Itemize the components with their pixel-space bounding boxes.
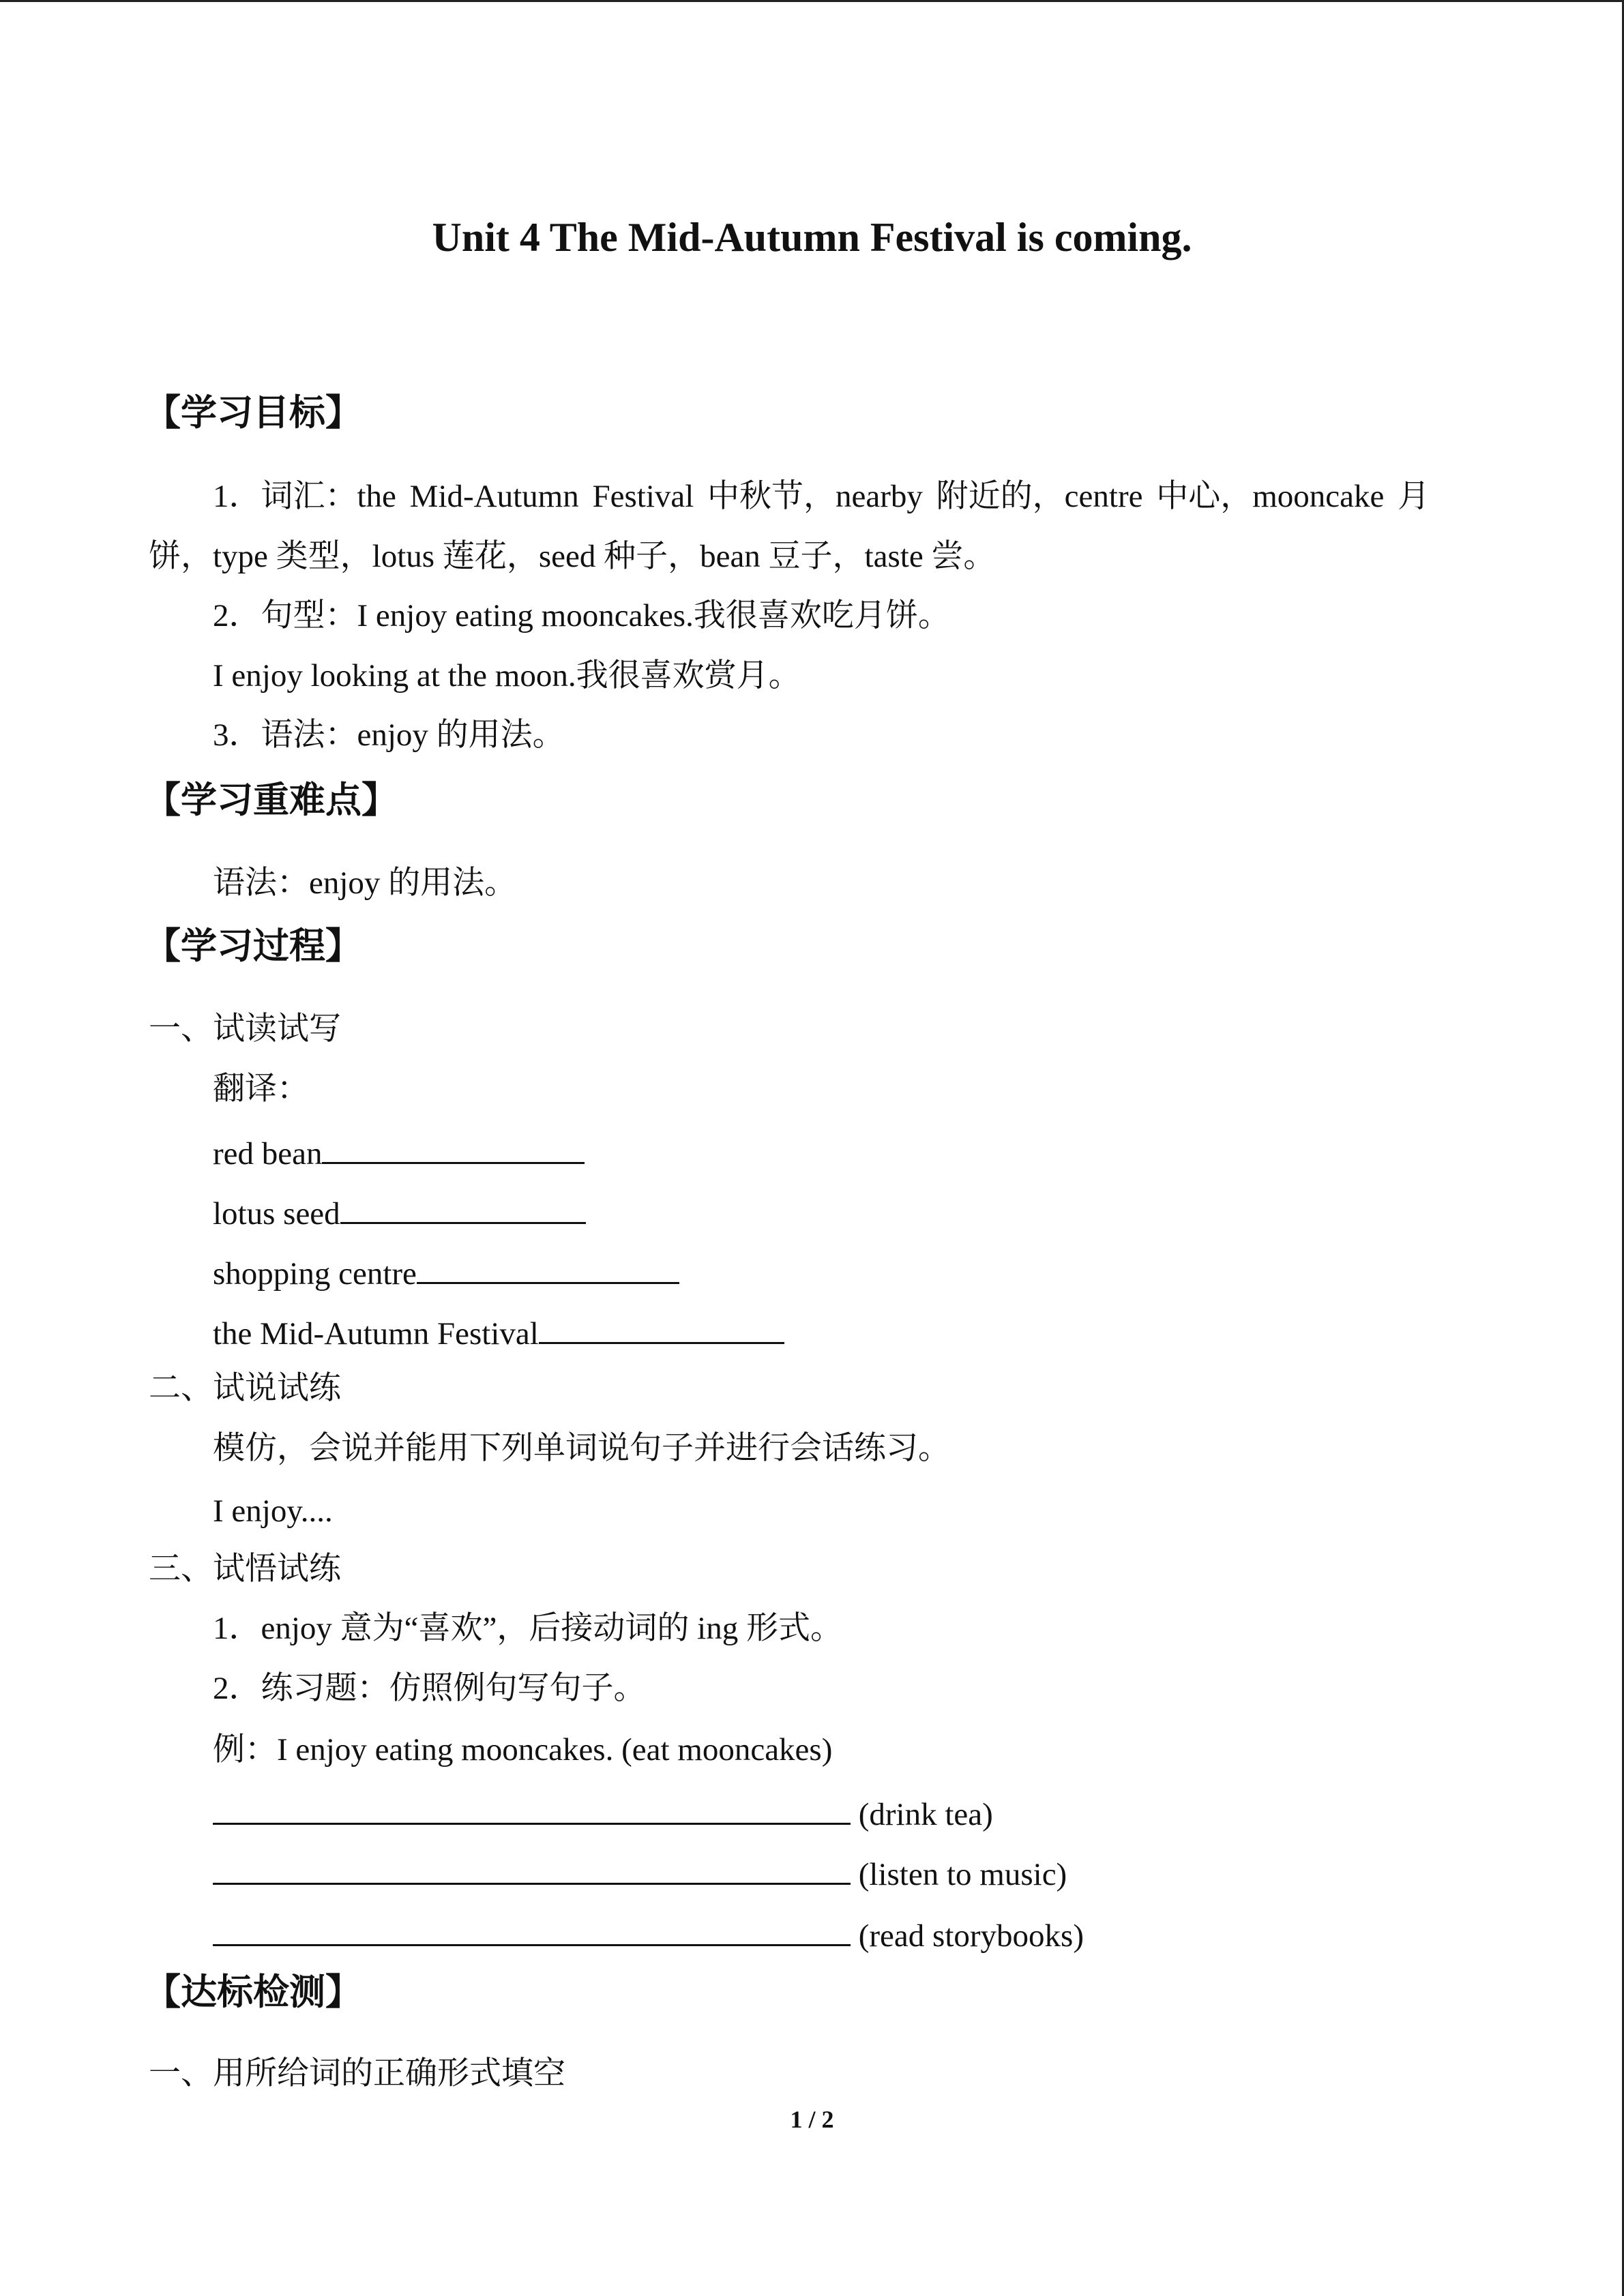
- translate-item-text: the Mid-Autumn Festival: [213, 1316, 539, 1352]
- page-border-top: [0, 0, 1624, 2]
- translate-item: [213, 1255, 679, 1290]
- process-part2-instruction: 模仿，会说并能用下列单词说句子并进行会话练习。: [213, 1431, 950, 1466]
- answer-blank[interactable]: [213, 1855, 851, 1885]
- answer-blank[interactable]: [539, 1315, 784, 1344]
- check-part1: 一、用所给词的正确形式填空: [149, 2056, 565, 2091]
- translate-item: [213, 1195, 586, 1230]
- goals-vocab-line2: 饼，type 类型，lotus 莲花，seed 种子，bean 豆子，taste 尝。: [149, 539, 996, 574]
- key-points-text: 语法：enjoy 的用法。: [213, 865, 517, 901]
- answer-blank[interactable]: [340, 1195, 586, 1224]
- translate-item: [213, 1315, 784, 1350]
- goals-pattern-line1: 2．句型：I enjoy eating mooncakes.我很喜欢吃月饼。: [213, 598, 950, 633]
- writing-line: [213, 1917, 1084, 1952]
- goals-heading: 【学习目标】: [145, 393, 361, 433]
- process-part1-heading: 一、试读试写: [149, 1011, 341, 1047]
- check-heading: 【达标检测】: [145, 1973, 361, 2012]
- process-part2-prompt: I enjoy....: [213, 1493, 333, 1529]
- answer-blank[interactable]: [213, 1795, 851, 1825]
- answer-blank[interactable]: [417, 1255, 679, 1284]
- process-heading: 【学习过程】: [145, 927, 361, 966]
- goals-vocab-line1: 1．词汇：the Mid-Autumn Festival 中秋节，nearby 附近的，centre 中心，mooncake 月: [213, 479, 1430, 514]
- process-part1-instruction: 翻译：: [213, 1071, 309, 1107]
- translate-item-text: red bean: [213, 1136, 323, 1172]
- answer-blank[interactable]: [322, 1135, 585, 1164]
- process-part2-heading: 二、试说试练: [149, 1371, 341, 1406]
- answer-blank[interactable]: [213, 1917, 851, 1946]
- page-number: 1 / 2: [790, 2106, 834, 2133]
- writing-hint: (listen to music): [858, 1857, 1067, 1892]
- writing-hint: (read storybooks): [858, 1918, 1084, 1954]
- translate-item-text: lotus seed: [213, 1196, 340, 1232]
- key-points-heading: 【学习重难点】: [145, 781, 398, 820]
- process-part3-heading: 三、试悟试练: [149, 1551, 341, 1587]
- goals-grammar-line: 3．语法：enjoy 的用法。: [213, 717, 565, 753]
- writing-line: [213, 1855, 1067, 1891]
- page-title: Unit 4 The Mid-Autumn Festival is coming.: [432, 215, 1192, 260]
- process-part3-example: 例：I enjoy eating mooncakes. (eat mooncakes): [213, 1732, 833, 1768]
- translate-item: [213, 1135, 585, 1170]
- translate-item-text: shopping centre: [213, 1256, 417, 1292]
- goals-pattern-line2: I enjoy looking at the moon.我很喜欢赏月。: [213, 658, 801, 694]
- process-part3-exercise: 2．练习题：仿照例句写句子。: [213, 1671, 646, 1706]
- process-part3-rule: 1．enjoy 意为“喜欢”，后接动词的 ing 形式。: [213, 1611, 842, 1646]
- writing-line: [213, 1795, 993, 1831]
- writing-hint: (drink tea): [858, 1797, 993, 1832]
